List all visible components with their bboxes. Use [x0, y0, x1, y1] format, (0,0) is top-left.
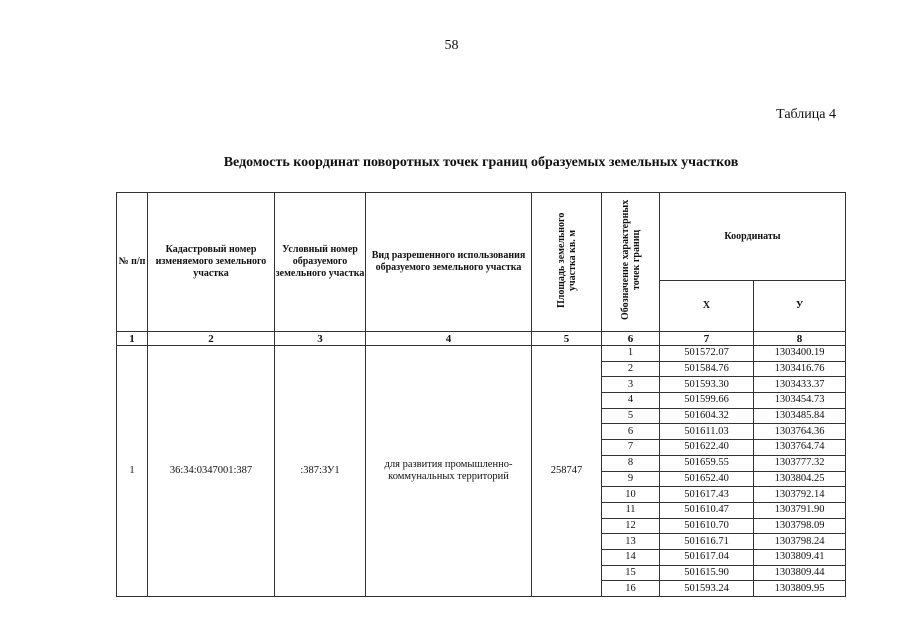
point-x: 501616.71: [660, 534, 754, 550]
coordinates-table: [116, 192, 846, 597]
point-x: 501610.47: [660, 502, 754, 518]
table-row: [117, 346, 846, 362]
column-number: 5: [532, 332, 602, 346]
point-y: 1303809.95: [754, 581, 846, 597]
point-x: 501593.30: [660, 377, 754, 393]
header-cadastral-number: Кадастровый номер изменяемого земельного участка: [148, 193, 275, 332]
point-x: 501599.66: [660, 393, 754, 409]
point-x: 501622.40: [660, 440, 754, 456]
point-y: 1303764.36: [754, 424, 846, 440]
point-y: 1303809.44: [754, 565, 846, 581]
point-number: 13: [602, 534, 660, 550]
table-label: Таблица 4: [776, 107, 836, 122]
point-x: 501617.43: [660, 487, 754, 503]
parcel-cadastral-number: 36:34:0347001:387: [148, 346, 275, 597]
point-y: 1303792.14: [754, 487, 846, 503]
point-x: 501604.32: [660, 408, 754, 424]
point-y: 1303400.19: [754, 346, 846, 362]
page-number: 58: [444, 38, 459, 53]
point-y: 1303804.25: [754, 471, 846, 487]
point-y: 1303798.24: [754, 534, 846, 550]
column-numbers-row: [117, 332, 846, 346]
point-y: 1303809.41: [754, 549, 846, 565]
point-number: 5: [602, 408, 660, 424]
header-area: Площадь земельного участка кв. м: [555, 212, 578, 308]
point-number: 15: [602, 565, 660, 581]
point-y: 1303777.32: [754, 455, 846, 471]
point-x: 501611.03: [660, 424, 754, 440]
column-number: 7: [660, 332, 754, 346]
header-y: У: [754, 281, 846, 332]
point-number: 14: [602, 549, 660, 565]
parcel-number: 1: [117, 346, 148, 597]
point-y: 1303791.90: [754, 502, 846, 518]
point-x: 501617.04: [660, 549, 754, 565]
parcel-conditional-number: :387:ЗУ1: [275, 346, 366, 597]
point-x: 501652.40: [660, 471, 754, 487]
header-number: № п/п: [117, 193, 148, 332]
point-number: 11: [602, 502, 660, 518]
point-number: 16: [602, 581, 660, 597]
parcel-area: 258747: [532, 346, 602, 597]
column-number: 3: [275, 332, 366, 346]
header-permitted-use: Вид разрешенного использования образуемого земельного участка: [366, 193, 532, 332]
parcel-permitted-use: для развития промышленно-коммунальных территорий: [366, 346, 532, 597]
point-y: 1303416.76: [754, 361, 846, 377]
header-area-cell: [532, 193, 602, 332]
point-number: 2: [602, 361, 660, 377]
point-y: 1303764.74: [754, 440, 846, 456]
point-number: 10: [602, 487, 660, 503]
document-title: Ведомость координат поворотных точек границ образуемых земельных участков: [223, 155, 739, 170]
point-x: 501584.76: [660, 361, 754, 377]
point-number: 4: [602, 393, 660, 409]
point-y: 1303454.73: [754, 393, 846, 409]
column-number: 4: [366, 332, 532, 346]
point-number: 9: [602, 471, 660, 487]
point-number: 6: [602, 424, 660, 440]
point-number: 7: [602, 440, 660, 456]
header-x: X: [660, 281, 754, 332]
column-number: 6: [602, 332, 660, 346]
header-points-cell: [602, 193, 660, 332]
point-number: 8: [602, 455, 660, 471]
point-number: 12: [602, 518, 660, 534]
column-number: 1: [117, 332, 148, 346]
point-y: 1303485.84: [754, 408, 846, 424]
column-number: 8: [754, 332, 846, 346]
point-x: 501593.24: [660, 581, 754, 597]
point-y: 1303433.37: [754, 377, 846, 393]
header-coordinates: Координаты: [660, 193, 846, 281]
header-conditional-number: Условный номер образуемого земельного участка: [275, 193, 366, 332]
point-x: 501615.90: [660, 565, 754, 581]
column-number: 2: [148, 332, 275, 346]
point-number: 3: [602, 377, 660, 393]
point-x: 501659.55: [660, 455, 754, 471]
header-point-designation: Обозначение характерных точек границ: [619, 199, 642, 321]
point-x: 501572.07: [660, 346, 754, 362]
point-y: 1303798.09: [754, 518, 846, 534]
point-x: 501610.70: [660, 518, 754, 534]
point-number: 1: [602, 346, 660, 362]
